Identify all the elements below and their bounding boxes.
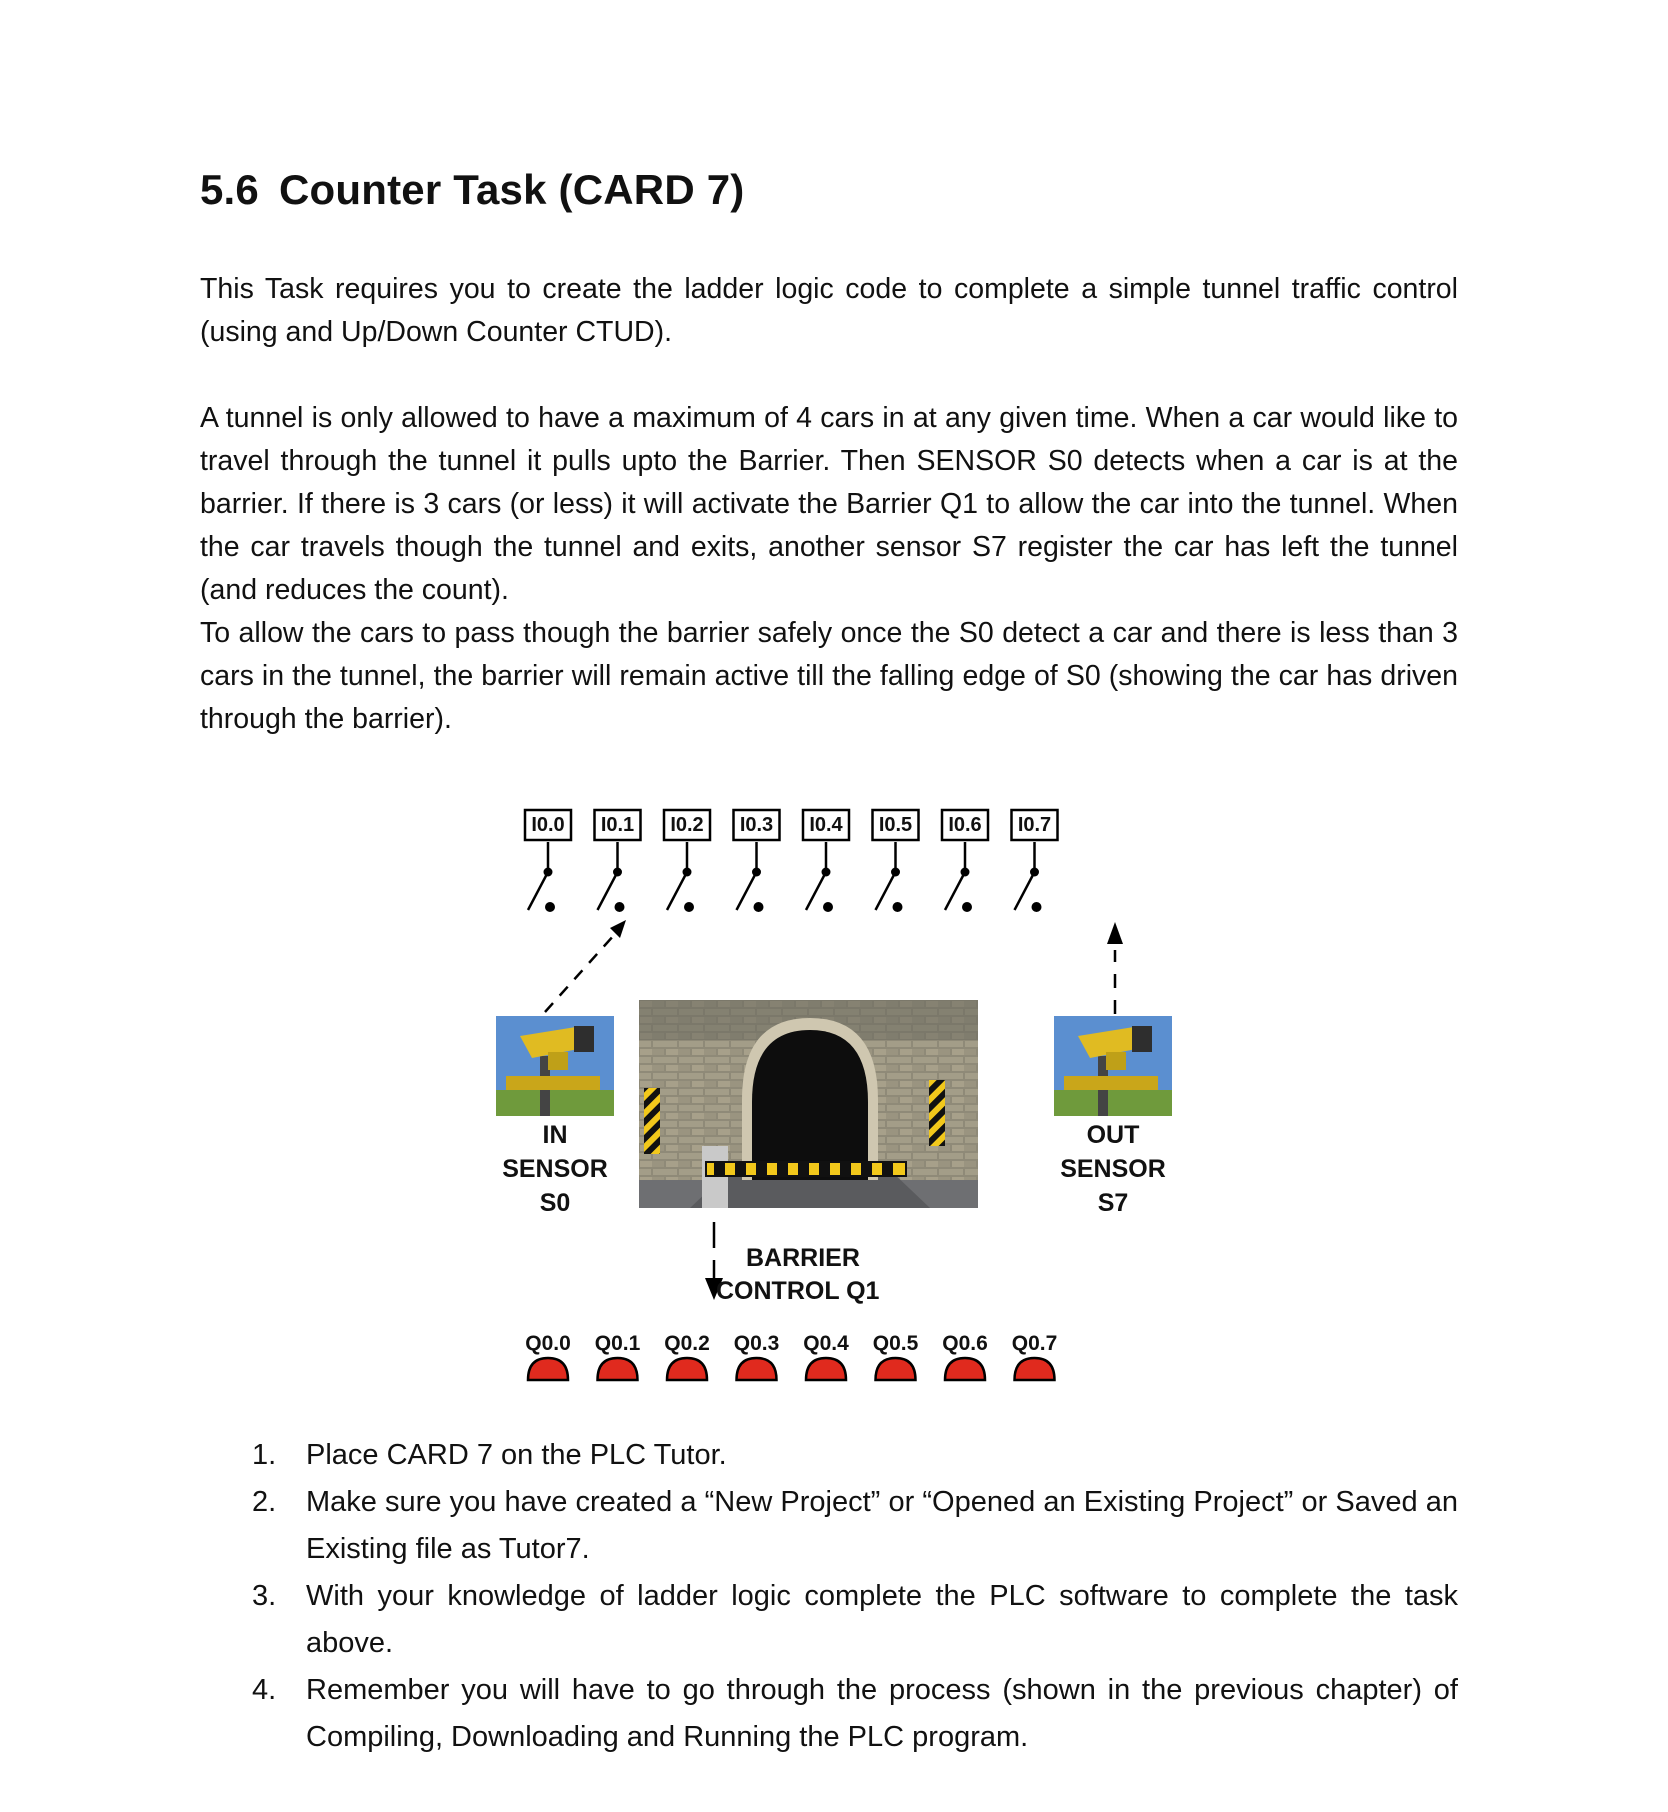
- step-item: [252, 1479, 1458, 1573]
- step-text: With your knowledge of ladder logic complete the PLC software to complete the task above.: [306, 1580, 1458, 1659]
- step-item: [252, 1667, 1458, 1761]
- out-sensor-label-line1: OUT: [1086, 1121, 1140, 1149]
- output-label-1: Q0.1: [594, 1332, 641, 1355]
- barrier-stripe-block: [798, 1163, 809, 1175]
- input-label-2: I0.2: [670, 814, 704, 836]
- input-switch-0: [528, 842, 555, 912]
- section-number: 5.6: [200, 166, 259, 213]
- out-sensor-camera-image: [1054, 1016, 1172, 1116]
- input-switch-2: [667, 842, 694, 912]
- output-label-7: Q0.7: [1011, 1332, 1058, 1355]
- tunnel-photo: [639, 1000, 978, 1208]
- barrier-stripe-block: [756, 1163, 767, 1175]
- out-sensor-label-line2: SENSOR: [1060, 1155, 1166, 1183]
- step-text: Place CARD 7 on the PLC Tutor.: [306, 1439, 727, 1471]
- tunnel-description-paragraph: A tunnel is only allowed to have a maximum of 4 cars in at any given time. When a car would like to travel through the tunnel it pulls upto the Barrier. Then SENSOR S0 detects when a car is at the barrier. If there is 3 cars (or less) it will activate the Barrier Q1 to allow the car into the tunnel. When the car travels though the tunnel and exits, another sensor S7 register the car has left the tunnel (and reduces the count).: [200, 402, 1458, 606]
- input-label-4: I0.4: [809, 814, 843, 836]
- step-number: 1.: [252, 1439, 277, 1471]
- output-label-0: Q0.0: [525, 1332, 571, 1355]
- in-sensor-label-line3: S0: [539, 1189, 571, 1217]
- input-switch-3: [737, 842, 764, 912]
- in-sensor-signal-arrow: [545, 920, 626, 1012]
- barrier-stripe-block: [819, 1163, 830, 1175]
- section-title: Counter Task (CARD 7): [279, 166, 745, 213]
- barrier-label-line1: BARRIER: [746, 1244, 860, 1272]
- step-item: [252, 1573, 1458, 1667]
- output-label-2: Q0.2: [664, 1332, 710, 1355]
- input-label-5: I0.5: [878, 814, 913, 836]
- input-switch-4: [806, 842, 833, 912]
- in-sensor-label: [490, 1118, 620, 1220]
- output-label-4: Q0.4: [803, 1332, 849, 1355]
- output-lamp-0: [528, 1358, 568, 1380]
- barrier-stripe-block: [714, 1163, 725, 1175]
- instruction-steps: [252, 1432, 1458, 1761]
- barrier-stripe-block: [840, 1163, 851, 1175]
- tunnel-io-diagram: [470, 800, 1190, 1400]
- step-number: 3.: [252, 1580, 277, 1612]
- output-lamp-6: [945, 1358, 985, 1380]
- barrier-stripe-block: [882, 1163, 893, 1175]
- out-sensor-label-line3: S7: [1097, 1189, 1129, 1217]
- in-sensor-camera-image: [496, 1016, 614, 1116]
- out-sensor-signal-arrow: [1107, 922, 1123, 1014]
- section-heading: [200, 166, 744, 214]
- step-number: 2.: [252, 1486, 277, 1518]
- barrier-stripe-block: [735, 1163, 746, 1175]
- step-text: Make sure you have created a “New Project” or “Opened an Existing Project” or Saved an Existing file as Tutor7.: [306, 1486, 1458, 1565]
- output-lamp-4: [806, 1358, 846, 1380]
- output-label-6: Q0.6: [942, 1332, 988, 1355]
- output-label-3: Q0.3: [733, 1332, 780, 1355]
- input-label-3: I0.3: [739, 814, 774, 836]
- out-sensor-label: [1048, 1118, 1178, 1220]
- step-text: Remember you will have to go through the process (shown in the previous chapter) of Compiling, Downloading and Running the PLC program.: [306, 1674, 1458, 1753]
- output-label-5: Q0.5: [872, 1332, 919, 1355]
- input-switch-1: [598, 842, 625, 912]
- step-number: 4.: [252, 1674, 277, 1706]
- barrier-stripe-block: [861, 1163, 872, 1175]
- barrier-timing-paragraph: To allow the cars to pass though the barrier safely once the S0 detect a car and there is less than 3 cars in the tunnel, the barrier will remain active till the falling edge of S0 (showing the car has driven through the barrier).: [200, 617, 1458, 735]
- in-sensor-label-line2: SENSOR: [502, 1155, 608, 1183]
- output-lamp-7: [1015, 1358, 1055, 1380]
- output-lamp-2: [667, 1358, 707, 1380]
- barrier-control-label: [716, 1242, 916, 1308]
- intro-paragraph: This Task requires you to create the ladder logic code to complete a simple tunnel traffic control (using and Up/Down Counter CTUD).: [200, 273, 1458, 348]
- input-switch-7: [1015, 842, 1042, 912]
- barrier-stripe-block: [777, 1163, 788, 1175]
- output-lamp-1: [598, 1358, 638, 1380]
- input-label-7: I0.7: [1017, 814, 1052, 836]
- step-item: [252, 1432, 1458, 1479]
- in-sensor-label-line1: IN: [542, 1121, 568, 1149]
- input-label-1: I0.1: [600, 814, 635, 836]
- diagram-graphics: [470, 800, 1190, 1400]
- output-lamp-5: [876, 1358, 916, 1380]
- input-label-6: I0.6: [948, 814, 982, 836]
- input-switch-5: [876, 842, 903, 912]
- input-label-0: I0.0: [531, 814, 565, 836]
- output-lamp-3: [737, 1358, 777, 1380]
- input-switch-6: [945, 842, 972, 912]
- barrier-label-line2: CONTROL Q1: [716, 1277, 880, 1305]
